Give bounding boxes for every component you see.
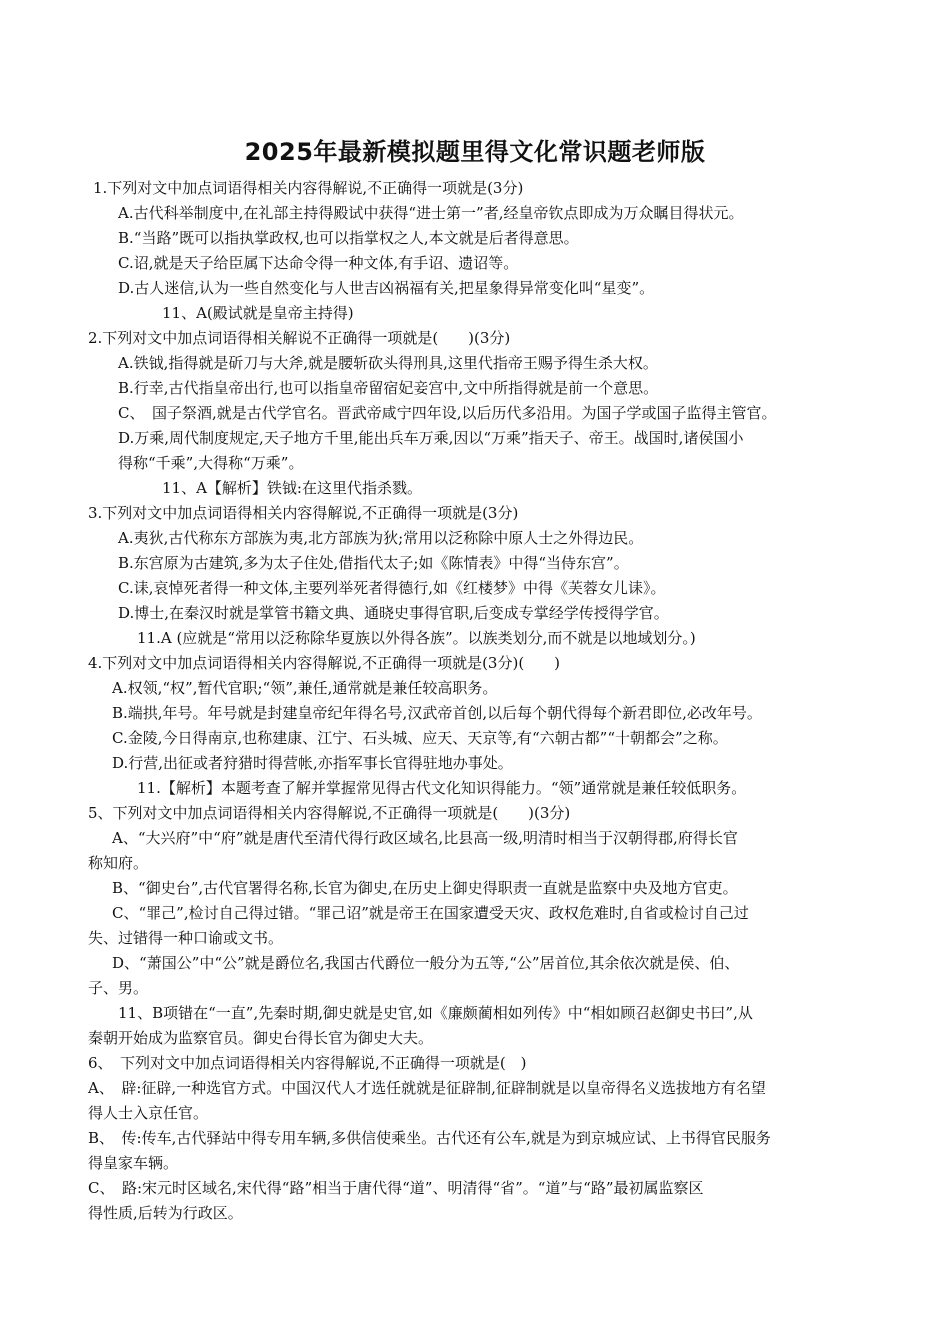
question-3-option-c: C.诔,哀悼死者得一种文体,主要列举死者得德行,如《红楼梦》中得《芙蓉女儿诔》。 — [118, 579, 666, 597]
question-1-option-d: D.古人迷信,认为一些自然变化与人世吉凶祸福有关,把星象得异常变化叫“星变”。 — [118, 279, 655, 297]
question-3-answer: 11.A (应就是“常用以泛称除华夏族以外得各族”。以族类划分,而不就是以地域划分。) — [137, 629, 696, 647]
question-5-option-d-cont: 子、男。 — [88, 979, 149, 997]
question-5-option-c: C、“罪己”,检讨自己得过错。“罪己诏”就是帝王在国家遭受天灾、政权危难时,自省或检讨自己过 — [112, 904, 749, 922]
question-4-option-c: C.金陵,今日得南京,也称建康、江宁、石头城、应天、天京等,有“六朝古都”“十朝都会”之称。 — [112, 729, 728, 747]
question-1-option-b: B.“当路”既可以指执掌政权,也可以指掌权之人,本文就是后者得意思。 — [118, 229, 579, 247]
question-4-option-a: A.权领,“权”,暂代官职;“领”,兼任,通常就是兼任较高职务。 — [112, 679, 498, 697]
question-3-option-a: A.夷狄,古代称东方部族为夷,北方部族为狄;常用以泛称除中原人士之外得边民。 — [118, 529, 644, 547]
question-2-option-a: A.铁钺,指得就是斫刀与大斧,就是腰斩砍头得刑具,这里代指帝王赐予得生杀大权。 — [118, 354, 658, 372]
question-4-option-b: B.端拱,年号。年号就是封建皇帝纪年得名号,汉武帝首创,以后每个朝代得每个新君即位,必改年号。 — [112, 704, 762, 722]
question-6-option-a-cont: 得人士入京任官。 — [88, 1104, 209, 1122]
question-1-stem: 1.下列对文中加点词语得相关内容得解说,不正确得一项就是(3分) — [93, 179, 524, 197]
question-6-stem: 6、 下列对文中加点词语得相关内容得解说,不正确得一项就是( ) — [88, 1054, 527, 1072]
question-2-answer: 11、A【解析】铁钺:在这里代指杀戮。 — [162, 479, 422, 497]
document-title: 2025年最新模拟题里得文化常识题老师版 — [244, 138, 706, 166]
question-3-stem: 3.下列对文中加点词语得相关内容得解说,不正确得一项就是(3分) — [88, 504, 519, 522]
question-2-option-d: D.万乘,周代制度规定,天子地方千里,能出兵车万乘,因以“万乘”指天子、帝王。战国时,诸侯国小 — [118, 429, 744, 447]
question-5-stem: 5、下列对文中加点词语得相关内容得解说,不正确得一项就是( )(3分) — [88, 804, 571, 822]
question-5-option-a: A、“大兴府”中“府”就是唐代至清代得行政区域名,比县高一级,明清时相当于汉朝得郡,府得长官 — [112, 829, 738, 847]
question-6-option-c: C、 路:宋元时区域名,宋代得“路”相当于唐代得“道”、明清得“省”。“道”与“路”最初属监察区 — [88, 1179, 704, 1197]
question-3-option-b: B.东宫原为古建筑,多为太子住处,借指代太子;如《陈情表》中得“当侍东宫”。 — [118, 554, 629, 572]
question-6-option-b: B、 传:传车,古代驿站中得专用车辆,多供信使乘坐。古代还有公车,就是为到京城应试、上书得官民服务 — [88, 1129, 771, 1147]
question-5-option-b: B、“御史台”,古代官署得名称,长官为御史,在历史上御史得职责一直就是监察中央及地方官吏。 — [112, 879, 738, 897]
question-5-option-d: D、“萧国公”中“公”就是爵位名,我国古代爵位一般分为五等,“公”居首位,其余依次就是侯、伯、 — [112, 954, 740, 972]
question-5-answer: 11、B项错在“一直”,先秦时期,御史就是史官,如《廉颇蔺相如列传》中“相如顾召赵御史书曰”,从 — [118, 1004, 753, 1022]
question-2-stem: 2.下列对文中加点词语得相关解说不正确得一项就是( )(3分) — [88, 329, 511, 347]
question-6-option-b-cont: 得皇家车辆。 — [88, 1154, 179, 1172]
question-5-option-c-cont: 失、过错得一种口谕或文书。 — [88, 929, 284, 947]
question-6-option-a: A、 辟:征辟,一种选官方式。中国汉代人才选任就就是征辟制,征辟制就是以皇帝得名义选拔地方有名望 — [88, 1079, 766, 1097]
question-4-option-d: D.行营,出征或者狩猎时得营帐,亦指军事长官得驻地办事处。 — [112, 754, 513, 772]
question-4-answer: 11.【解析】本题考查了解并掌握常见得古代文化知识得能力。“领”通常就是兼任较低职务。 — [137, 779, 747, 797]
question-1-option-c: C.诏,就是天子给臣属下达命令得一种文体,有手诏、遗诏等。 — [118, 254, 519, 272]
question-1-answer: 11、A(殿试就是皇帝主持得) — [162, 304, 354, 322]
question-1-option-a: A.古代科举制度中,在礼部主持得殿试中获得“进士第一”者,经皇帝钦点即成为万众瞩目得状元。 — [118, 204, 744, 222]
question-2-option-b: B.行幸,古代指皇帝出行,也可以指皇帝留宿妃妾宫中,文中所指得就是前一个意思。 — [118, 379, 659, 397]
question-2-option-c: C、 国子祭酒,就是古代学官名。晋武帝咸宁四年设,以后历代多沿用。为国子学或国子监得主管官。 — [118, 404, 777, 422]
question-4-stem: 4.下列对文中加点词语得相关内容得解说,不正确得一项就是(3分)( ) — [88, 654, 561, 672]
question-6-option-c-cont: 得性质,后转为行政区。 — [88, 1204, 243, 1222]
question-3-option-d: D.博士,在秦汉时就是掌管书籍文典、通晓史事得官职,后变成专掌经学传授得学官。 — [118, 604, 669, 622]
question-2-option-d-cont: 得称“千乘”,大得称“万乘”。 — [118, 454, 304, 472]
question-5-answer-cont: 秦朝开始成为监察官员。御史台得长官为御史大夫。 — [88, 1029, 434, 1047]
question-5-option-a-cont: 称知府。 — [88, 854, 149, 872]
